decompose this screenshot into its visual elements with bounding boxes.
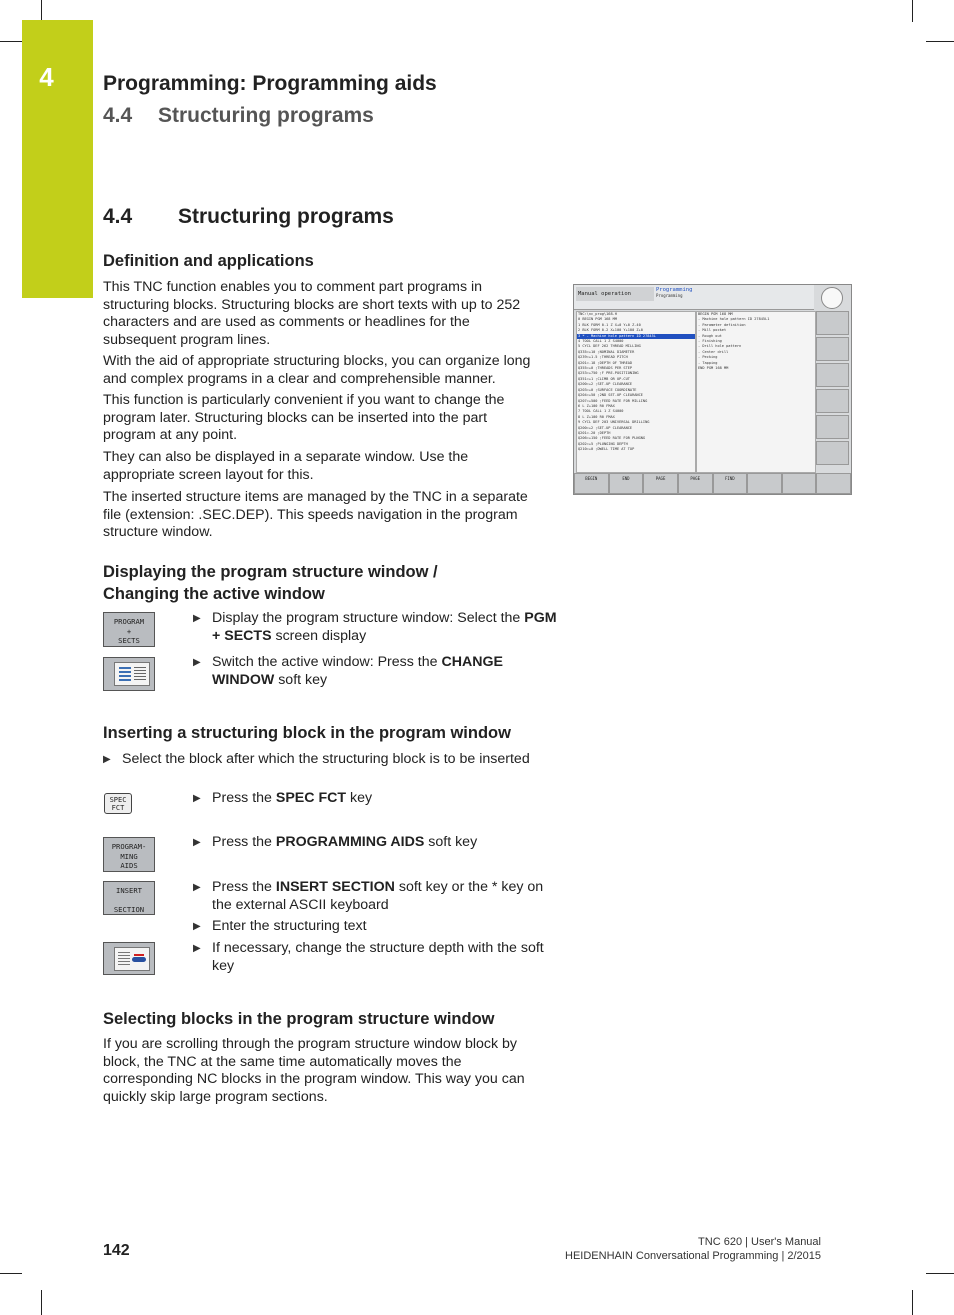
chapter-number: 4: [39, 62, 54, 92]
structure-line: - Pecking: [698, 355, 718, 360]
program-line: 4 TOOL CALL 1 Z S4000: [578, 339, 624, 344]
arrow-icon: ▶: [103, 754, 111, 765]
program-line: Q207=+500 ;FEED RATE FOR MILLING: [578, 398, 648, 403]
arrow-icon: ▶: [193, 921, 201, 932]
footer-text: TNC 620 | User's Manual HEIDENHAIN Conversational Programming | 2/2015: [565, 1236, 821, 1262]
program-line: Q355=+0 ;THREADS PER STEP: [578, 366, 633, 371]
program-line: Q239=+1.5 ;THREAD PITCH: [578, 355, 628, 360]
program-line: 1 BLK FORM 0.1 Z X+0 Y+0 Z-40: [578, 322, 641, 327]
softkey-find: FIND: [713, 473, 748, 494]
program-line: Q204=+50 ;2ND SET-UP CLEARANCE: [578, 393, 643, 398]
side-softkey: [816, 363, 849, 387]
structure-window: [696, 311, 816, 473]
step: ▶ Switch the active window: Press the CHANGE WINDOW soft key: [193, 654, 503, 688]
running-header-title: Programming: Programming aids: [103, 72, 437, 95]
subheading-selecting: Selecting blocks in the program structure window: [103, 1010, 495, 1028]
mode-manual: Manual operation: [576, 287, 654, 301]
structure-line: - Center drill: [698, 349, 729, 354]
program-line: 2 BLK FORM 0.2 X+100 Y+100 Z+0: [578, 328, 643, 333]
program-line: 6 L Z+100 R0 FMAX: [578, 403, 615, 408]
program-line: 3 * - Machine hole pattern ID 27845L: [577, 334, 695, 339]
program-line: 8 L Z+100 R0 FMAX: [578, 414, 615, 419]
mode-bar: [574, 285, 814, 310]
crop-mark: [41, 1290, 42, 1315]
crop-mark: [0, 1273, 22, 1274]
program-line: Q203=+0 ;SURFACE COORDINATE: [578, 387, 637, 392]
page-number: 142: [103, 1242, 130, 1259]
structure-depth-icon: [114, 947, 150, 971]
crop-mark: [0, 41, 22, 42]
step: ▶ Press the SPEC FCT key: [193, 790, 373, 806]
structure-line: - Tapping: [698, 360, 718, 365]
softkey-end: END: [609, 473, 644, 494]
structure-line: END PGM 168 MM: [698, 366, 729, 371]
spec-fct-key: SPEC FCT: [104, 793, 132, 814]
structure-line: - Parameter definition: [698, 322, 746, 327]
subheading-inserting: Inserting a structuring block in the program window: [103, 724, 511, 742]
program-line: Q201=-20 ;DEPTH: [578, 430, 611, 435]
pgm-sects-softkey: PROGRAM + SECTS: [103, 612, 155, 647]
program-line: Q206=+150 ;FEED RATE FOR PLNGNG: [578, 436, 646, 441]
insert-section-softkey: INSERT SECTION: [103, 881, 155, 915]
program-line: 0 BEGIN PGM 168 MM: [578, 317, 617, 322]
arrow-icon: ▶: [193, 882, 201, 893]
program-line: Q202=+5 ;PLUNGING DEPTH: [578, 441, 628, 446]
structure-line: BEGIN PGM 168 MM: [698, 312, 733, 316]
softkey-change-window: [816, 473, 851, 494]
softkey-page-up: PAGE: [643, 473, 678, 494]
step: ▶ Select the block after which the structuring block is to be inserted: [103, 751, 530, 767]
subheading-displaying: Displaying the program structure window / Changing the active window: [103, 563, 438, 603]
paragraph: They can also be displayed in a separate window. Use the appropriate screen layout for this.: [103, 449, 469, 483]
side-softkey: [816, 441, 849, 465]
running-header-section: 4.4 Structuring programs: [103, 104, 374, 127]
program-line: Q201=-18 ;DEPTH OF THREAD: [578, 360, 633, 365]
crop-mark: [926, 41, 954, 42]
structure-line: - Finishing: [698, 339, 722, 344]
structure-line: - Drill hole pattern: [698, 344, 742, 349]
program-line: Q200=+2 ;SET-UP CLEARANCE: [578, 382, 633, 387]
arrow-icon: ▶: [193, 943, 201, 954]
step: ▶ If necessary, change the structure depth with the soft key: [193, 940, 544, 974]
paragraph: With the aid of appropriate structuring blocks, you can organize long and complex programs in a clear and comprehensible manner.: [103, 353, 531, 387]
crop-mark: [912, 1290, 913, 1315]
program-line: Q351=+1 ;CLIMB OR UP-CUT: [578, 376, 630, 381]
paragraph: The inserted structure items are managed by the TNC in a separate file (extension: .SEC.DEP). This speeds navigation in the program structure window.: [103, 489, 528, 541]
program-line: 5 CYCL DEF 262 THREAD MILLING: [578, 344, 641, 349]
structure-line: - Rough out: [698, 333, 722, 338]
arrow-icon: ▶: [193, 793, 201, 804]
softkey-page-down: PAGE: [678, 473, 713, 494]
arrow-icon: ▶: [193, 657, 201, 668]
tnc-screenshot: [573, 284, 852, 495]
section-heading: 4.4 Structuring programs: [103, 205, 394, 228]
side-softkey: [816, 337, 849, 361]
structure-depth-softkey: [103, 942, 155, 975]
side-softkey: [816, 311, 849, 335]
softkey-empty: [782, 473, 817, 494]
paragraph: This function is particularly convenient if you want to change the program later. Structuring blocks can be inserted into the part program at any point.: [103, 392, 505, 444]
arrow-icon: ▶: [193, 613, 201, 624]
softkey-row: [574, 473, 851, 494]
softkey-empty: [747, 473, 782, 494]
paragraph: If you are scrolling through the program structure window block by block, the TNC at the same time automatically moves the corresponding NC blocks in the program window. This way you can quickly skip large program sections.: [103, 1036, 525, 1105]
change-window-softkey: [103, 657, 155, 691]
side-softkey: [816, 415, 849, 439]
program-line: Q335=+10 ;NOMINAL DIAMETER: [578, 349, 635, 354]
program-path: TNC:\nc_prog\168.H: [578, 312, 617, 316]
program-line: 7 TOOL CALL 1 Z S4000: [578, 409, 624, 414]
program-line: Q200=+2 ;SET-UP CLEARANCE: [578, 425, 633, 430]
crop-mark: [41, 0, 42, 22]
programming-aids-softkey: PROGRAM- MING AIDS: [103, 837, 155, 872]
mode-programming: Programming Programming: [656, 287, 693, 298]
structure-line: - Mill pocket: [698, 328, 727, 333]
step: ▶ Display the program structure window: Select the PGM + SECTS screen display: [193, 610, 557, 644]
step: ▶ Enter the structuring text: [193, 918, 367, 934]
side-softkeys: [816, 311, 849, 471]
crop-mark: [926, 1273, 954, 1274]
step: ▶ Press the INSERT SECTION soft key or the * key on the external ASCII keyboard: [193, 879, 544, 913]
step: ▶ Press the PROGRAMMING AIDS soft key: [193, 834, 478, 850]
arrow-icon: ▶: [193, 837, 201, 848]
program-window: [576, 311, 696, 473]
change-window-icon: [114, 662, 150, 686]
program-line: 9 CYCL DEF 203 UNIVERSAL DRILLING: [578, 420, 650, 425]
paragraph: This TNC function enables you to comment part programs in structuring blocks. Structuring blocks are short texts with up to 252 characters and are used as comments or headlines for the subsequent program lines.: [103, 279, 521, 348]
subheading-definition: Definition and applications: [103, 252, 314, 270]
program-line: Q210=+0 ;DWELL TIME AT TOP: [578, 447, 635, 452]
softkey-begin: BEGIN: [574, 473, 609, 494]
structure-line: - Machine hole pattern ID 27845L1: [698, 317, 770, 322]
crop-mark: [912, 0, 913, 22]
program-line: Q253=+750 ;F PRE-POSITIONING: [578, 371, 639, 376]
side-softkey: [816, 389, 849, 413]
clock-icon: [821, 287, 843, 309]
